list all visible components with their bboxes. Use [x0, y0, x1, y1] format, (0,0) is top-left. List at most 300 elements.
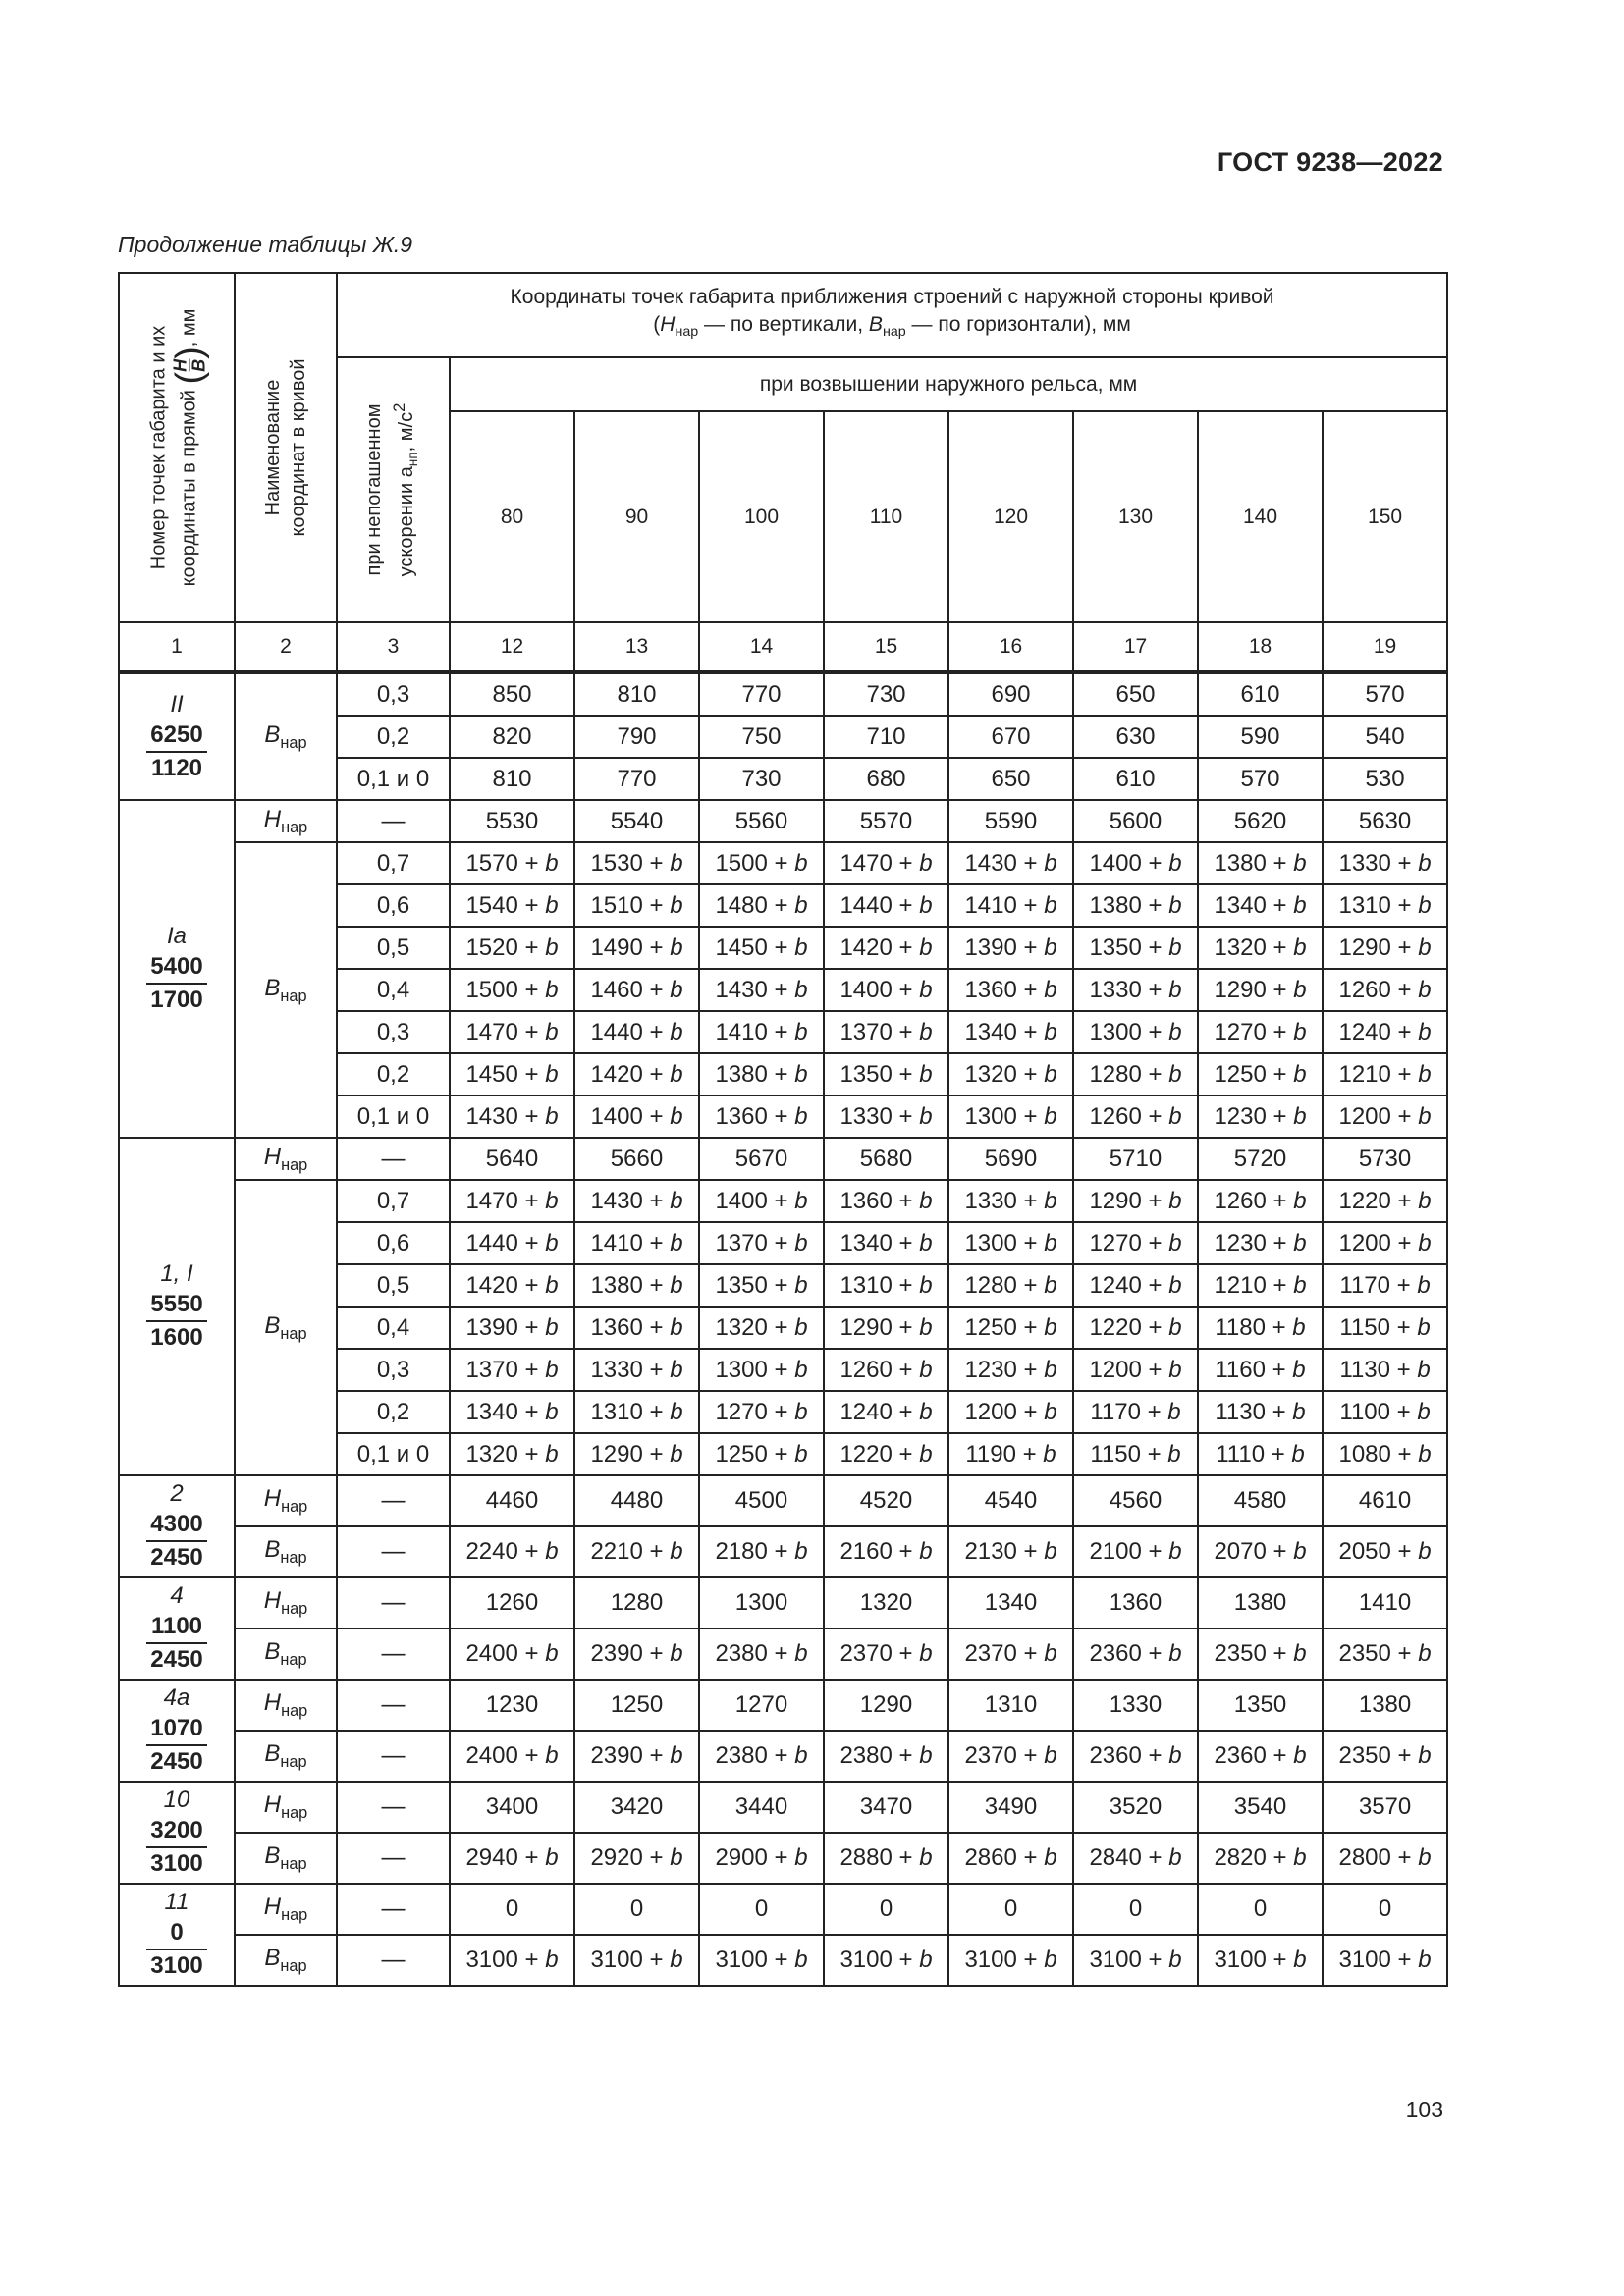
- plus-b-suffix: + b: [517, 1187, 559, 1214]
- value-number: 3100: [1338, 1947, 1391, 1973]
- value-number: 1530: [590, 849, 643, 877]
- value-number: 1460: [590, 976, 643, 1003]
- coordinate-subscript: нар: [280, 1650, 307, 1669]
- value-cell: [699, 842, 824, 884]
- plus-b-suffix: + b: [1141, 1187, 1182, 1214]
- plus-b-suffix: + b: [1390, 1640, 1432, 1667]
- value-number: 5690: [984, 1145, 1038, 1172]
- plus-b-suffix: + b: [892, 1356, 933, 1383]
- acceleration-cell: —: [337, 1731, 450, 1782]
- value-cell: [450, 1782, 574, 1833]
- plus-b-suffix: + b: [767, 1229, 808, 1256]
- coordinate-subscript: нар: [281, 818, 308, 836]
- plus-b-suffix: + b: [767, 1742, 808, 1769]
- plus-b-suffix: + b: [642, 1538, 683, 1565]
- value-number: 0: [1253, 1896, 1268, 1922]
- plus-b-suffix: + b: [642, 1187, 683, 1214]
- value-number: 610: [1240, 680, 1280, 708]
- plus-b-suffix: + b: [1016, 1844, 1057, 1871]
- point-coordinates: [146, 1815, 206, 1880]
- value-number: 1260: [839, 1356, 893, 1383]
- value-cell: [824, 1629, 948, 1680]
- value-number: 1410: [964, 891, 1017, 919]
- value-cell: [1073, 927, 1198, 969]
- value-number: 4460: [485, 1487, 539, 1514]
- coordinate-name-cell: [235, 1526, 337, 1577]
- value-cell: [948, 672, 1073, 716]
- value-number: 1410: [590, 1229, 643, 1256]
- value-number: 5590: [984, 807, 1038, 834]
- value-number: 1500: [715, 849, 768, 877]
- table-caption: Продолжение таблицы Ж.9: [118, 232, 413, 257]
- value-cell: [1323, 1138, 1447, 1180]
- column-number: 14: [699, 622, 824, 672]
- value-number: 1370: [465, 1356, 518, 1383]
- value-number: 1450: [465, 1060, 518, 1088]
- value-cell: [824, 1731, 948, 1782]
- plus-b-suffix: + b: [1390, 1187, 1432, 1214]
- coordinate-subscript: нар: [280, 1854, 307, 1873]
- value-number: 1340: [984, 1589, 1038, 1616]
- column-number: 16: [948, 622, 1073, 672]
- plus-b-suffix: + b: [1266, 1742, 1307, 1769]
- acceleration-cell: —: [337, 1782, 450, 1833]
- value-number: 1300: [715, 1356, 768, 1383]
- value-number: 3520: [1109, 1793, 1163, 1820]
- value-number: 5570: [859, 807, 913, 834]
- elevation-header: 120: [948, 411, 1073, 622]
- value-cell: [699, 1935, 824, 1986]
- point-coordinates: [146, 720, 206, 784]
- value-number: 1290: [839, 1313, 893, 1341]
- value-cell: [1073, 1782, 1198, 1833]
- value-cell: [574, 969, 699, 1011]
- value-number: 1350: [1233, 1691, 1287, 1718]
- value-number: 2940: [465, 1844, 518, 1871]
- value-cell: [1323, 1833, 1447, 1884]
- value-number: 1440: [465, 1229, 518, 1256]
- value-cell: [450, 1935, 574, 1986]
- value-cell: [1198, 1095, 1323, 1138]
- value-number: 5640: [485, 1145, 539, 1172]
- value-number: 1380: [1233, 1589, 1287, 1616]
- acceleration-cell: 0,1 и 0: [337, 758, 450, 800]
- column-number: 15: [824, 622, 948, 672]
- point-name: II: [170, 690, 184, 718]
- value-number: 1470: [465, 1187, 518, 1214]
- plus-b-suffix: + b: [892, 849, 933, 877]
- point-coordinates: [146, 1713, 206, 1778]
- table-row: [119, 1180, 1447, 1222]
- point-cell: [119, 800, 235, 1138]
- value-number: 1130: [1339, 1356, 1390, 1383]
- plus-b-suffix: + b: [1141, 1229, 1182, 1256]
- value-cell: [450, 1349, 574, 1391]
- value-number: 4560: [1109, 1487, 1163, 1514]
- value-cell: [1073, 1180, 1198, 1222]
- value-number: 1290: [1338, 934, 1391, 961]
- plus-b-suffix: + b: [767, 1844, 808, 1871]
- value-cell: [574, 1731, 699, 1782]
- value-cell: [574, 1935, 699, 1986]
- value-number: 1340: [465, 1398, 518, 1425]
- value-number: 1300: [1089, 1018, 1142, 1045]
- value-number: 1440: [590, 1018, 643, 1045]
- value-number: 3470: [859, 1793, 913, 1820]
- value-cell: [1073, 969, 1198, 1011]
- acceleration-cell: 0,6: [337, 1222, 450, 1264]
- value-number: 1270: [734, 1691, 788, 1718]
- value-cell: [824, 1180, 948, 1222]
- value-number: 0: [629, 1896, 644, 1922]
- value-number: 1340: [1214, 891, 1267, 919]
- value-number: 1170: [1339, 1271, 1390, 1299]
- acceleration-cell: —: [337, 1526, 450, 1577]
- value-cell: [699, 1180, 824, 1222]
- value-cell: [450, 1731, 574, 1782]
- value-number: 3100: [839, 1947, 893, 1973]
- plus-b-suffix: + b: [1266, 1844, 1307, 1871]
- value-cell: [1198, 672, 1323, 716]
- value-number: 1500: [465, 976, 518, 1003]
- value-cell: [450, 1629, 574, 1680]
- point-name: Ia: [166, 923, 187, 949]
- plus-b-suffix: + b: [1389, 1271, 1431, 1299]
- table-row: [119, 800, 1447, 842]
- plus-b-suffix: + b: [1390, 1229, 1432, 1256]
- coordinate-symbol: H: [263, 1894, 282, 1921]
- value-number: 1400: [715, 1187, 768, 1214]
- value-cell: [1073, 1138, 1198, 1180]
- acceleration-cell: —: [337, 1138, 450, 1180]
- value-number: 5670: [734, 1145, 788, 1172]
- value-cell: [1073, 1349, 1198, 1391]
- value-cell: [948, 1935, 1073, 1986]
- plus-b-suffix: + b: [517, 1060, 559, 1088]
- value-number: 820: [492, 722, 532, 750]
- value-cell: [574, 758, 699, 800]
- value-cell: [948, 969, 1073, 1011]
- plus-b-suffix: + b: [642, 1060, 683, 1088]
- value-number: 2400: [465, 1640, 518, 1667]
- value-number: 1270: [715, 1398, 768, 1425]
- value-cell: [1198, 1349, 1323, 1391]
- point-cell: [119, 1884, 235, 1986]
- plus-b-suffix: + b: [1016, 934, 1057, 961]
- value-cell: [948, 1433, 1073, 1475]
- table-row: [119, 1629, 1447, 1680]
- point-coordinates: [146, 1509, 206, 1574]
- plus-b-suffix: + b: [517, 1398, 559, 1425]
- plus-b-suffix: + b: [517, 934, 559, 961]
- value-number: 1570: [465, 849, 518, 877]
- value-cell: [1323, 1264, 1447, 1307]
- page-number: 103: [1405, 2097, 1443, 2122]
- value-cell: [824, 927, 948, 969]
- plus-b-suffix: + b: [767, 1356, 808, 1383]
- value-number: 1480: [715, 891, 768, 919]
- plus-b-suffix: + b: [1141, 976, 1182, 1003]
- value-number: 1470: [839, 849, 893, 877]
- value-number: 2900: [715, 1844, 768, 1871]
- plus-b-suffix: + b: [1266, 1947, 1307, 1973]
- plus-b-suffix: + b: [1266, 849, 1307, 877]
- plus-b-suffix: + b: [892, 1271, 933, 1299]
- plus-b-suffix: + b: [1016, 1538, 1057, 1565]
- plus-b-suffix: + b: [1141, 1271, 1182, 1299]
- value-cell: [450, 716, 574, 758]
- plus-b-suffix: + b: [517, 1947, 559, 1973]
- value-number: 1520: [465, 934, 518, 961]
- value-number: 570: [1240, 765, 1280, 792]
- value-number: 2370: [964, 1640, 1017, 1667]
- value-cell: [574, 1833, 699, 1884]
- header-acceleration: при непогашенном ускорении $a_{нп}$, $м/с^2$: [337, 357, 450, 622]
- value-number: 1360: [1109, 1589, 1163, 1616]
- value-number: 1290: [1089, 1187, 1142, 1214]
- value-number: 650: [991, 765, 1031, 792]
- value-cell: [699, 758, 824, 800]
- value-number: 0: [1003, 1896, 1018, 1922]
- value-number: 1340: [964, 1018, 1017, 1045]
- value-number: 3400: [485, 1793, 539, 1820]
- plus-b-suffix: + b: [1141, 1538, 1182, 1565]
- value-number: 4480: [610, 1487, 664, 1514]
- value-cell: [1323, 1095, 1447, 1138]
- value-number: 1080: [1338, 1440, 1391, 1468]
- value-cell: [450, 1475, 574, 1526]
- value-cell: [699, 927, 824, 969]
- value-cell: [450, 672, 574, 716]
- plus-b-suffix: + b: [642, 934, 683, 961]
- plus-b-suffix: + b: [1265, 1356, 1306, 1383]
- value-cell: [574, 672, 699, 716]
- value-number: 1430: [964, 849, 1017, 877]
- value-cell: [574, 1391, 699, 1433]
- value-cell: [1323, 1391, 1447, 1433]
- value-number: 1160: [1215, 1356, 1266, 1383]
- acceleration-cell: 0,1 и 0: [337, 1433, 450, 1475]
- value-cell: [1323, 1053, 1447, 1095]
- point-coordinates: [146, 1289, 206, 1354]
- value-cell: [1198, 884, 1323, 927]
- coordinate-h: 0: [146, 1917, 206, 1950]
- value-cell: [948, 927, 1073, 969]
- value-number: 1220: [839, 1440, 893, 1468]
- coordinate-name-cell: [235, 1782, 337, 1833]
- plus-b-suffix: + b: [767, 1271, 808, 1299]
- table-row: [119, 1475, 1447, 1526]
- value-number: 2050: [1338, 1538, 1391, 1565]
- coordinate-h: 5550: [146, 1289, 206, 1322]
- value-cell: [824, 1349, 948, 1391]
- value-cell: [1323, 927, 1447, 969]
- acceleration-cell: 0,3: [337, 672, 450, 716]
- value-number: 1290: [1214, 976, 1267, 1003]
- value-number: 0: [505, 1896, 519, 1922]
- value-number: 0: [1128, 1896, 1143, 1922]
- value-cell: [1198, 1935, 1323, 1986]
- value-number: 850: [492, 680, 532, 708]
- value-number: 1320: [964, 1060, 1017, 1088]
- plus-b-suffix: + b: [517, 1844, 559, 1871]
- plus-b-suffix: + b: [517, 1102, 559, 1130]
- value-cell: [1073, 1731, 1198, 1782]
- value-cell: [1323, 1782, 1447, 1833]
- value-number: 1280: [1089, 1060, 1142, 1088]
- plus-b-suffix: + b: [1390, 1440, 1432, 1468]
- plus-b-suffix: + b: [1265, 1440, 1305, 1468]
- value-number: 1300: [964, 1102, 1017, 1130]
- value-number: 1360: [590, 1313, 643, 1341]
- plus-b-suffix: + b: [1140, 1440, 1181, 1468]
- plus-b-suffix: + b: [767, 1538, 808, 1565]
- value-number: 1250: [1214, 1060, 1267, 1088]
- point-name: 4: [170, 1582, 184, 1609]
- value-cell: [574, 884, 699, 927]
- value-number: 1340: [839, 1229, 893, 1256]
- value-number: 1490: [590, 934, 643, 961]
- value-cell: [1198, 1180, 1323, 1222]
- value-number: 1310: [590, 1398, 643, 1425]
- plus-b-suffix: + b: [517, 1742, 559, 1769]
- plus-b-suffix: + b: [517, 891, 559, 919]
- plus-b-suffix: + b: [892, 891, 933, 919]
- value-cell: [699, 1264, 824, 1307]
- acceleration-cell: —: [337, 1935, 450, 1986]
- value-number: 1250: [610, 1691, 664, 1718]
- value-cell: [1323, 1731, 1447, 1782]
- value-number: 1330: [1109, 1691, 1163, 1718]
- value-cell: [1323, 1526, 1447, 1577]
- value-number: 530: [1365, 765, 1405, 792]
- column-number: 13: [574, 622, 699, 672]
- value-cell: [699, 716, 824, 758]
- value-cell: [450, 1433, 574, 1475]
- coordinate-subscript: нар: [280, 1956, 307, 1975]
- value-cell: [1073, 1011, 1198, 1053]
- value-cell: [948, 1577, 1073, 1629]
- value-cell: [574, 1475, 699, 1526]
- plus-b-suffix: + b: [767, 1313, 808, 1341]
- value-number: 1210: [1338, 1060, 1391, 1088]
- value-cell: [948, 1011, 1073, 1053]
- value-number: 1290: [859, 1691, 913, 1718]
- clearance-table: [118, 272, 1448, 1987]
- coordinate-h: 3200: [146, 1815, 206, 1848]
- value-number: 1330: [1089, 976, 1142, 1003]
- plus-b-suffix: + b: [892, 1102, 933, 1130]
- value-number: 1280: [610, 1589, 664, 1616]
- elevation-header: 110: [824, 411, 948, 622]
- value-cell: [824, 758, 948, 800]
- value-cell: [1073, 1095, 1198, 1138]
- value-cell: [948, 1526, 1073, 1577]
- value-cell: [450, 1391, 574, 1433]
- acceleration-cell: 0,2: [337, 716, 450, 758]
- coordinate-b: 3100: [150, 1850, 203, 1877]
- value-cell: [948, 1180, 1073, 1222]
- acceleration-cell: —: [337, 1629, 450, 1680]
- value-number: 810: [492, 765, 532, 792]
- acceleration-cell: —: [337, 1680, 450, 1731]
- point-coordinates: [146, 1611, 206, 1676]
- plus-b-suffix: + b: [1266, 1187, 1307, 1214]
- value-cell: [948, 800, 1073, 842]
- plus-b-suffix: + b: [892, 1187, 933, 1214]
- coordinate-symbol: B: [264, 1842, 281, 1870]
- table-row: [119, 1138, 1447, 1180]
- value-number: 2160: [839, 1538, 893, 1565]
- plus-b-suffix: + b: [517, 1271, 559, 1299]
- value-cell: [1323, 800, 1447, 842]
- elevation-header: 90: [574, 411, 699, 622]
- coordinate-b: 2450: [150, 1748, 203, 1775]
- value-cell: [1073, 1222, 1198, 1264]
- acceleration-cell: 0,3: [337, 1011, 450, 1053]
- value-cell: [574, 1053, 699, 1095]
- value-number: 3420: [610, 1793, 664, 1820]
- value-number: 5620: [1233, 807, 1287, 834]
- value-cell: [1198, 927, 1323, 969]
- plus-b-suffix: + b: [1016, 891, 1057, 919]
- value-cell: [450, 1095, 574, 1138]
- column-number: 2: [235, 622, 337, 672]
- coordinate-symbol: H: [263, 1587, 282, 1615]
- coordinate-b: 3100: [150, 1952, 203, 1979]
- value-cell: [699, 1391, 824, 1433]
- value-number: 2370: [839, 1640, 893, 1667]
- value-cell: [699, 1526, 824, 1577]
- value-cell: [1198, 1264, 1323, 1307]
- acceleration-cell: 0,4: [337, 1307, 450, 1349]
- value-number: 1420: [839, 934, 893, 961]
- value-cell: [948, 1307, 1073, 1349]
- value-number: 3570: [1358, 1793, 1412, 1820]
- coordinate-b: 2450: [150, 1646, 203, 1673]
- value-cell: [574, 1264, 699, 1307]
- value-number: 3100: [1089, 1947, 1142, 1973]
- value-cell: [450, 758, 574, 800]
- plus-b-suffix: + b: [642, 849, 683, 877]
- table-row: [119, 672, 1447, 716]
- coordinate-subscript: нар: [281, 1905, 308, 1924]
- value-cell: [824, 1782, 948, 1833]
- value-cell: [699, 1138, 824, 1180]
- value-cell: [1073, 884, 1198, 927]
- value-cell: [450, 927, 574, 969]
- value-cell: [1323, 1222, 1447, 1264]
- plus-b-suffix: + b: [1141, 1102, 1182, 1130]
- value-number: 1380: [590, 1271, 643, 1299]
- table-row: [119, 1935, 1447, 1986]
- value-number: 1260: [1089, 1102, 1142, 1130]
- value-cell: [824, 1264, 948, 1307]
- value-number: 1330: [590, 1356, 643, 1383]
- plus-b-suffix: + b: [1390, 1102, 1432, 1130]
- coordinate-symbol: H: [263, 805, 282, 832]
- plus-b-suffix: + b: [767, 849, 808, 877]
- value-cell: [699, 1577, 824, 1629]
- plus-b-suffix: + b: [1141, 1018, 1182, 1045]
- value-cell: [450, 969, 574, 1011]
- table-row: [119, 1782, 1447, 1833]
- value-number: 1200: [1089, 1356, 1142, 1383]
- value-number: 1250: [964, 1313, 1017, 1341]
- value-cell: [1073, 1935, 1198, 1986]
- plus-b-suffix: + b: [767, 976, 808, 1003]
- plus-b-suffix: + b: [1390, 1947, 1432, 1973]
